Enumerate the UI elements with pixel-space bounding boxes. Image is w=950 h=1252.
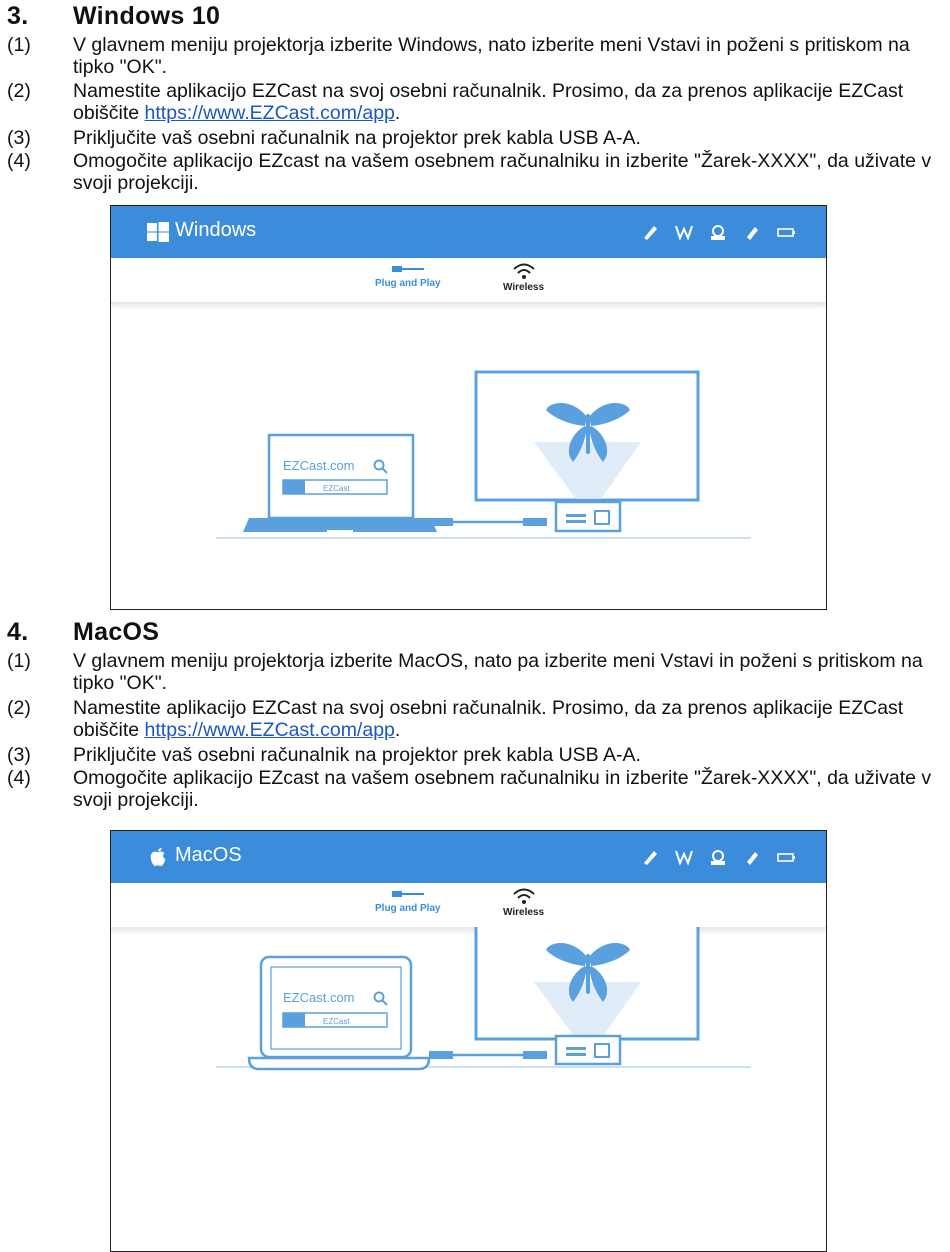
connection-illustration <box>111 927 826 1251</box>
step-1: (1) V glavnem meniju projektorja izberite Windows, nato izberite meni Vstavi in poženi s pritiskom na tipko "OK". <box>7 34 910 78</box>
usb-cable-icon <box>390 887 426 901</box>
laptop-base <box>249 1058 429 1069</box>
panel-topbar <box>111 831 826 883</box>
step-4: (4) Omogočite aplikacijo EZcast na vašem osebnem računalniku in izberite "Žarek-XXXX", da uživate v svoji projekciji. <box>7 150 932 194</box>
settings-icon[interactable] <box>708 847 728 867</box>
usb-plug-left <box>429 1051 453 1059</box>
svg-text:EZCast: EZCast <box>323 1017 350 1026</box>
pen-icon[interactable] <box>640 222 660 242</box>
illustration-svg <box>111 302 826 609</box>
section-heading-macos: 4. MacOS <box>7 618 160 646</box>
wifi-icon <box>512 887 536 905</box>
tab-wireless[interactable]: Wireless <box>503 887 544 918</box>
usb-stick-icon[interactable] <box>742 222 762 242</box>
usb-cable-icon <box>390 262 426 276</box>
svg-text:EZCast: EZCast <box>323 484 350 493</box>
battery-icon[interactable] <box>776 222 796 242</box>
projector-icon <box>556 1036 620 1064</box>
laptop-base <box>243 518 437 532</box>
pen-icon[interactable] <box>640 847 660 867</box>
panel-title: Windows <box>175 219 257 241</box>
tab-wireless[interactable]: Wireless <box>503 262 544 293</box>
panel-title: MacOS <box>175 844 242 866</box>
tab-plug-and-play[interactable]: Plug and Play <box>375 887 441 914</box>
usb-plug-right <box>523 1051 547 1059</box>
step-2: (2) Namestite aplikacijo EZCast na svoj osebni računalnik. Prosimo, da za prenos aplikacije EZCast obiščite https://www.EZCast.com/app. <box>7 80 904 124</box>
ezcast-download-link[interactable]: https://www.EZCast.com/app <box>144 719 395 741</box>
section-heading-windows: 3. Windows 10 <box>7 2 221 30</box>
apple-logo-icon <box>147 847 169 867</box>
laptop-url: EZCast.com <box>283 458 355 473</box>
mode-tabs <box>111 258 826 304</box>
illustration-svg <box>111 927 826 1247</box>
step-3: (3) Priključite vaš osebni računalnik na projektor prek kabla USB A-A. <box>7 127 641 149</box>
mode-tabs <box>111 883 826 929</box>
usb-plug-left <box>429 518 453 526</box>
wifi-w-icon[interactable] <box>674 222 694 242</box>
wifi-w-icon[interactable] <box>674 847 694 867</box>
tab-plug-and-play[interactable]: Plug and Play <box>375 262 441 289</box>
usb-plug-right <box>523 518 547 526</box>
macos-screen-panel <box>110 830 827 1252</box>
battery-icon[interactable] <box>776 847 796 867</box>
ezcast-download-link[interactable]: https://www.EZCast.com/app <box>144 102 395 124</box>
step-2: (2) Namestite aplikacijo EZCast na svoj osebni računalnik. Prosimo, da za prenos aplikacije EZCast obiščite https://www.EZCast.com/app. <box>7 697 904 741</box>
step-3: (3) Priključite vaš osebni računalnik na projektor prek kabla USB A-A. <box>7 744 641 766</box>
windows-screen-panel <box>110 205 827 610</box>
step-1: (1) V glavnem meniju projektorja izberite MacOS, nato pa izberite meni Vstavi in poženi s pritiskom na tipko "OK". <box>7 650 923 694</box>
windows-logo-icon <box>147 222 169 242</box>
panel-topbar <box>111 206 826 258</box>
laptop-url: EZCast.com <box>283 990 355 1005</box>
step-4: (4) Omogočite aplikacijo EZcast na vašem osebnem računalniku in izberite "Žarek-XXXX", da uživate v svoji projekciji. <box>7 767 932 811</box>
laptop-screen <box>269 435 413 518</box>
wifi-icon <box>512 262 536 280</box>
projector-icon <box>556 502 620 531</box>
settings-icon[interactable] <box>708 222 728 242</box>
connection-illustration <box>111 302 826 609</box>
usb-stick-icon[interactable] <box>742 847 762 867</box>
